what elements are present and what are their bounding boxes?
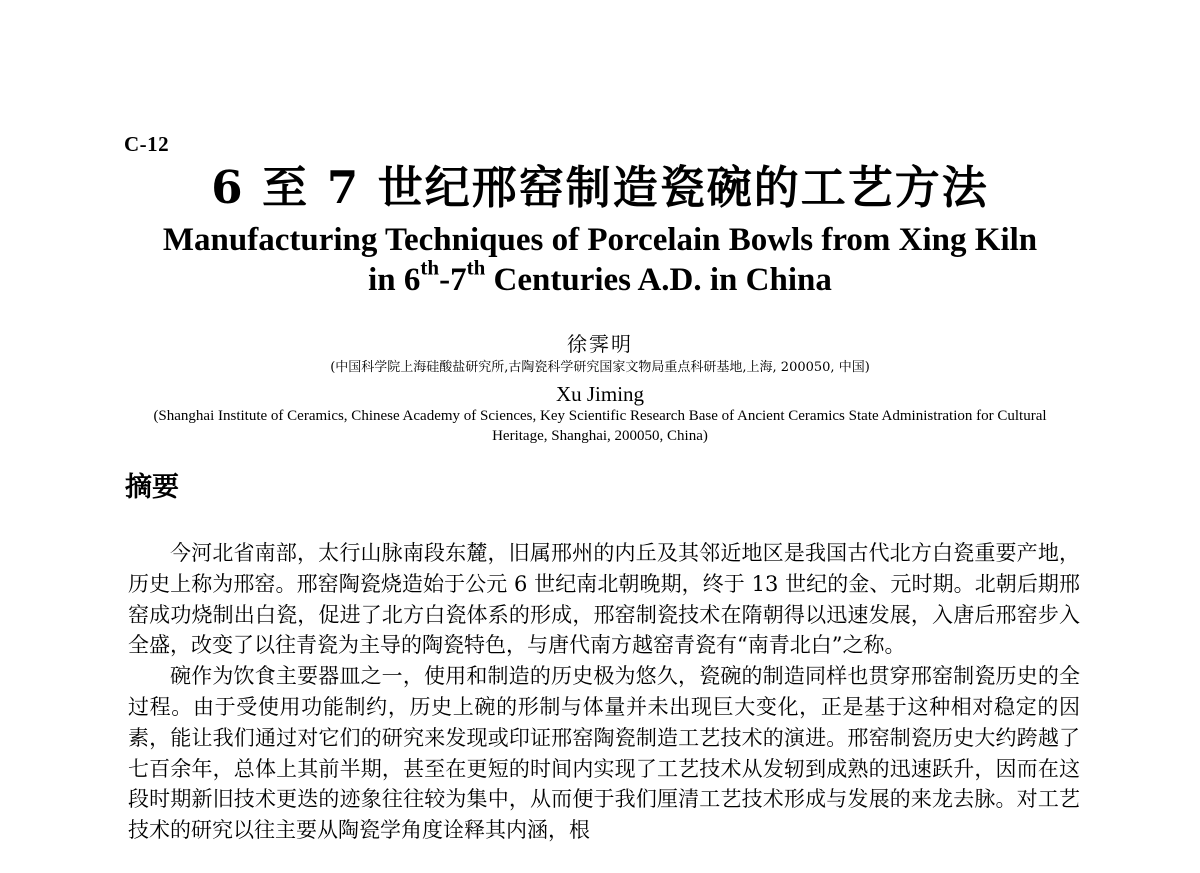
paper-code: C-12 [124, 132, 170, 156]
title-english-middle: -7 [439, 262, 467, 298]
title-english-superscript-2: th [466, 255, 486, 280]
title-english-line-2 [0, 255, 1200, 300]
abstract-heading: 摘要 [125, 472, 179, 503]
title-english-line-1: Manufacturing Techniques of Porcelain Bowls from Xing Kiln [162, 222, 1038, 258]
abstract-paragraph-1: 今河北省南部，太行山脉南段东麓，旧属邢州的内丘及其邻近地区是我国古代北方白瓷重要产地，历史上称为邢窑。邢窑陶瓷烧造始于公元 6 世纪南北朝晚期，终于 13 世纪的金、元时期。北朝后期邢窑成功烧制出白瓷，促进了北方白瓷体系的形成，邢窑制瓷技术在隋朝得以迅速发展，入唐后邢窑步入全盛，改变了以往青瓷为主导的陶瓷特色，与唐代南方越窑青瓷有“南青北白”之称。 [128, 541, 1080, 658]
affiliation-chinese: (中国科学院上海硅酸盐研究所,古陶瓷科学研究国家文物局重点科研基地,上海, 200050, 中国) [330, 360, 870, 375]
title-english-suffix: Centuries A.D. in China [485, 262, 832, 298]
abstract-body [128, 538, 1080, 846]
affiliation-english: (Shanghai Institute of Ceramics, Chinese Academy of Sciences, Key Scientific Research Base of Ancient Ceramics State Administration for Cultural Heritage, Shanghai, 200050, China) [153, 408, 1047, 444]
title-english-superscript-1: th [420, 255, 440, 280]
author-chinese: 徐霁明 [567, 332, 633, 356]
abstract-paragraph-2: 碗作为饮食主要器皿之一，使用和制造的历史极为悠久，瓷碗的制造同样也贯穿邢窑制瓷历史的全过程。由于受使用功能制约，历史上碗的形制与体量并未出现巨大变化，正是基于这种相对稳定的因素，能让我们通过对它们的研究来发现或印证邢窑陶瓷制造工艺技术的演进。邢窑制瓷历史大约跨越了七百余年，总体上其前半期，甚至在更短的时间内实现了工艺技术从发轫到成熟的迅速跃升，因而在这段时期新旧技术更迭的迹象往往较为集中，从而便于我们厘清工艺技术形成与发展的来龙去脉。对工艺技术的研究以往主要从陶瓷学角度诠释其内涵，根 [128, 664, 1080, 843]
author-english: Xu Jiming [555, 382, 645, 406]
title-english [0, 220, 1200, 300]
title-english-prefix: in 6 [368, 262, 421, 298]
title-chinese: 6 至 7 世纪邢窑制造瓷碗的工艺方法 [211, 161, 989, 214]
